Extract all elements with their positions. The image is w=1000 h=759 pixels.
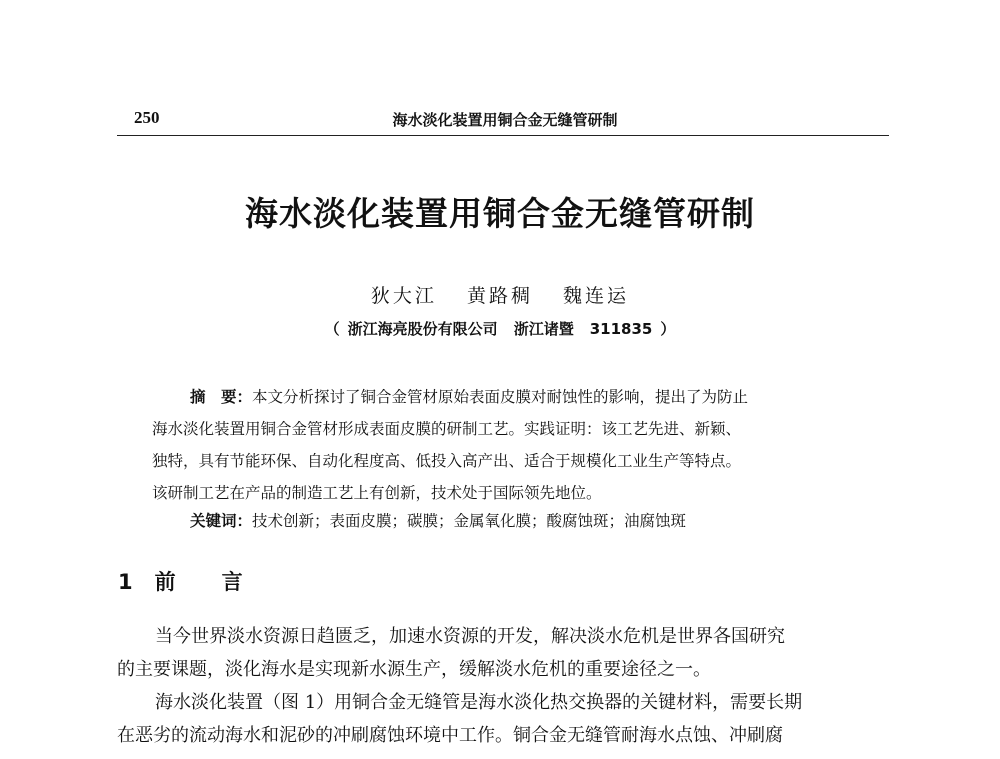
affiliation-close-paren: ）	[660, 320, 676, 338]
abstract	[152, 381, 852, 509]
keywords-label: 关键词：	[190, 512, 253, 530]
section-title-part2: 言	[221, 570, 243, 594]
body-text	[117, 620, 892, 752]
body-line: 当今世界淡水资源日趋匮乏，加速水资源的开发，解决淡水危机是世界各国研究	[155, 626, 785, 647]
affiliation-company: 浙江海亮股份有限公司	[347, 320, 498, 338]
affiliation-open-paren: （	[324, 320, 340, 338]
author-name: 狄大江	[370, 285, 437, 307]
body-line: 在恶劣的流动海水和泥砂的冲刷腐蚀环境中工作。铜合金无缝管耐海水点蚀、冲刷腐	[117, 725, 783, 746]
affiliation	[300, 318, 700, 339]
body-line: 海水淡化装置（图 1）用铜合金无缝管是海水淡化热交换器的关键材料，需要长期	[155, 692, 803, 713]
page-number: 250	[134, 108, 160, 127]
header-rule	[117, 135, 889, 136]
keywords	[190, 509, 890, 531]
running-header: 海水淡化装置用铜合金无缝管研制	[392, 111, 618, 129]
affiliation-location: 浙江诸暨	[513, 320, 574, 338]
keywords-text: 技术创新；表面皮膜；碳膜；金属氧化膜；酸腐蚀斑；油腐蚀斑	[252, 512, 687, 530]
abstract-line: 该研制工艺在产品的制造工艺上有创新，技术处于国际领先地位。	[152, 484, 602, 502]
abstract-text: 本文分析探讨了铜合金管材原始表面皮膜对耐蚀性的影响，提出了为防止	[252, 388, 749, 406]
body-line: 的主要课题，淡化海水是实现新水源生产，缓解淡水危机的重要途径之一。	[117, 659, 711, 680]
section-title-part1: 前	[154, 570, 176, 594]
author-name: 黄路稠	[466, 285, 533, 307]
section-number: 1	[118, 570, 133, 594]
abstract-line	[152, 381, 852, 413]
abstract-line: 海水淡化装置用铜合金管材形成表面皮膜的研制工艺。实践证明：该工艺先进、新颖、	[152, 420, 742, 438]
abstract-line: 独特，具有节能环保、自动化程度高、低投入高产出、适合于规模化工业生产等特点。	[152, 452, 742, 470]
author-list	[300, 281, 700, 308]
author-name: 魏连运	[563, 285, 630, 307]
abstract-label: 摘 要：	[190, 388, 253, 406]
affiliation-postcode: 311835	[589, 320, 653, 338]
paper-title: 海水淡化装置用铜合金无缝管研制	[245, 194, 755, 233]
section-heading	[118, 566, 243, 596]
